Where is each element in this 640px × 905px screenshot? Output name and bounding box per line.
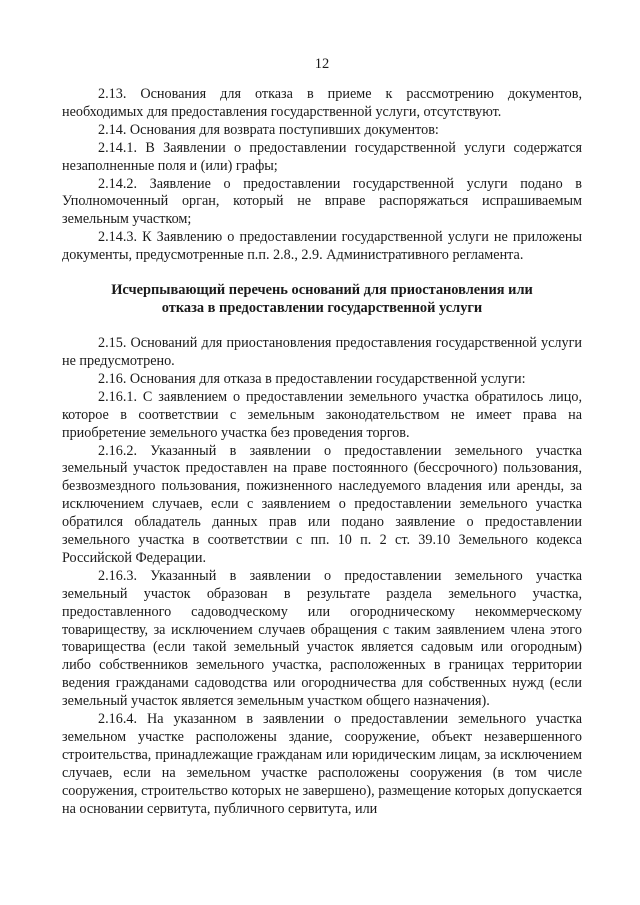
paragraph-2-14-3: 2.14.3. К Заявлению о предоставлении государственной услуги не приложены документы, предусмотренные п.п. 2.8., 2.9. Административного регламента. xyxy=(62,229,582,264)
paragraph-2-16-3: 2.16.3. Указанный в заявлении о предоставлении земельного участка земельный участок образован в результате раздела земельного участка, предоставленного садоводческому или огородническому некоммерческому товариществу, за исключением случаев обращения с таким заявлением члена этого товарищества (если такой земельный участок является садовым или огородным) либо собственников земельного участка, расположенных в границах территории ведения гражданами садоводства или огородничества для собственных нужд (если земельный участок является земельным участком общего назначения). xyxy=(62,567,582,710)
page-number: 12 xyxy=(314,56,330,72)
paragraph-2-16-1: 2.16.1. С заявлением о предоставлении земельного участка обратилось лицо, которое в соответствии с земельным законодательством не имеет права на приобретение земельного участка без проведения торгов. xyxy=(62,388,582,441)
paragraph-2-16-2: 2.16.2. Указанный в заявлении о предоставлении земельного участка земельный участок предоставлен на праве постоянного (бессрочного) пользования, безвозмездного пользования, пожизненного наследуемого владения или аренды, за исключением случаев, если с заявлением о предоставлении земельного участка обратился обладатель данных прав или подано заявление о предоставлении земельного участка в соответствии с пп. 10 п. 2 ст. 39.10 Земельного кодекса Российской Федерации. xyxy=(62,442,582,566)
paragraph-2-15: 2.15. Оснований для приостановления предоставления государственной услуги не предусмотрено. xyxy=(62,335,582,369)
paragraph-2-14-2: 2.14.2. Заявление о предоставлении государственной услуги подано в Уполномоченный орган, который не вправе распоряжаться испрашиваемым земельным участком; xyxy=(62,175,582,228)
document-body xyxy=(62,86,582,819)
paragraph-2-16: 2.16. Основания для отказа в предоставлении государственной услуги: xyxy=(98,370,526,387)
paragraph-2-13: 2.13. Основания для отказа в приеме к рассмотрению документов, необходимых для предоставления государственной услуги, отсутствуют. xyxy=(62,86,582,120)
section-heading-line-2: отказа в предоставлении государственной услуги xyxy=(161,300,483,317)
section-heading-line-1: Исчерпывающий перечень оснований для приостановления или xyxy=(111,282,533,299)
paragraph-2-16-4: 2.16.4. На указанном в заявлении о предоставлении земельного участка земельном участке расположены здание, сооружение, объект незавершенного строительства, принадлежащие гражданам или юридическим лицам, за исключением случаев, если на земельном участке расположены сооружения (в том числе сооружения, строительство которых не завершено), размещение которых допускается на основании сервитута, публичного сервитута, или xyxy=(62,711,582,817)
document-page xyxy=(62,0,582,905)
section-heading xyxy=(62,281,582,317)
paragraph-2-14-1: 2.14.1. В Заявлении о предоставлении государственной услуги содержатся незаполненные поля и (или) графы; xyxy=(62,139,582,174)
paragraph-2-14: 2.14. Основания для возврата поступивших документов: xyxy=(98,121,439,138)
